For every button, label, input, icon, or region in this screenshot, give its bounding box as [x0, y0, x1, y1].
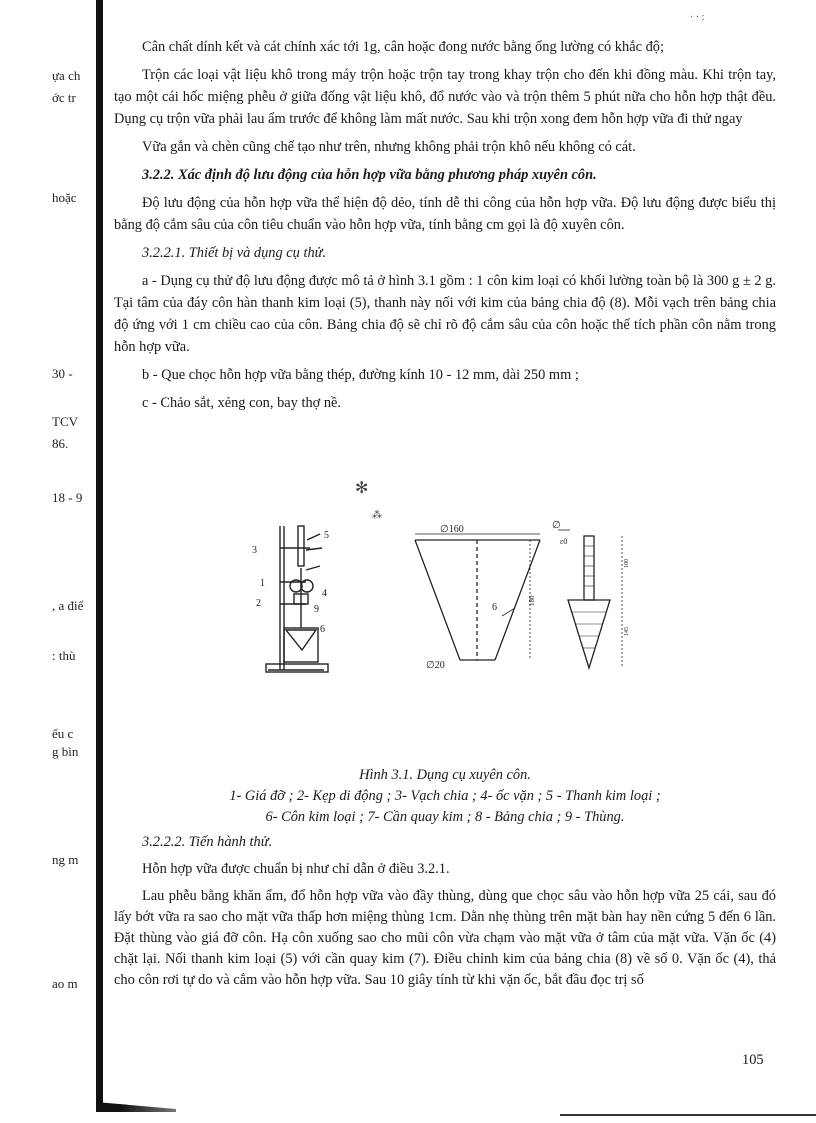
facing-page-fragment: 18 - 9	[52, 490, 83, 505]
facing-page-fragment: ếu c	[52, 726, 74, 741]
scan-speck: · · :	[690, 12, 705, 23]
scaled-cone-drawing	[558, 530, 622, 668]
bottom-rule	[560, 1114, 816, 1116]
figure-label: 4	[322, 588, 327, 599]
figure-caption	[114, 765, 776, 828]
dimension-height: 180	[528, 595, 536, 606]
figure-label: 2	[256, 598, 261, 609]
right-dimension-b: 145	[624, 627, 630, 636]
facing-page-fragment: 86.	[52, 436, 69, 451]
main-text-lower	[114, 832, 776, 997]
paragraph: Hỗn hợp vữa được chuẩn bị như chỉ dẫn ở điều 3.2.1.	[142, 861, 450, 877]
facing-page-fragment: hoặc	[52, 190, 77, 205]
facing-page-fragment: g bìn	[52, 744, 79, 759]
cone-drawing	[415, 534, 540, 660]
paragraph: Trộn các loại vật liệu khô trong máy trộn hoặc trộn tay trong khay trộn cho đến khi đồng màu. Khi trộn tay, tạo một cái hốc miệng phễu ở giữa đống vật liệu khô, đổ nước vào và trộn thêm 5 phút nữa cho hỗn hợp thật đều. Dụng cụ trộn vữa phải lau ẩm trước để không làm mất nước. Sau khi trộn xong đem hỗn hợp vữa đi thử ngay	[114, 67, 776, 127]
right-dimension-a: 100	[624, 559, 630, 568]
paragraph: Vữa gắn và chèn cũng chế tạo như trên, nhưng không phải trộn khô nếu không có cát.	[142, 139, 636, 155]
right-dimension-top: ∅	[552, 520, 561, 531]
caption-line: 1- Giá đỡ ; 2- Kẹp di động ; 3- Vạch chia ; 4- ốc vặn ; 5 - Thanh kim loại ;	[229, 788, 661, 804]
section-heading: 3.2.2. Xác định độ lưu động của hỗn hợp vữa bằng phương pháp xuyên côn.	[142, 167, 597, 183]
apparatus-drawing	[266, 526, 328, 672]
spine-foot	[96, 1102, 176, 1112]
paragraph: b - Que chọc hỗn hợp vữa bằng thép, đường kính 10 - 12 mm, dài 250 mm ;	[142, 367, 579, 383]
paragraph: Lau phễu bằng khăn ẩm, đổ hỗn hợp vữa vào đầy thùng, dùng que chọc sâu vào hỗn hợp vữa 25 cái, sau đó lấy bớt vữa ra sao cho mặt vữa thấp hơn miệng thùng 1cm. Dằn nhẹ thùng trên mặt bàn hay nền cứng 5 đến 6 lần. Đặt thùng vào giá đỡ côn. Hạ côn xuống sao cho mũi côn vừa chạm vào mặt vữa ở tâm của mặt vữa. Vặn ốc (4) chặt lại. Nối thanh kim loại (5) với cần quay kim (7). Điều chỉnh kim của bảng chia (8) về số 0. Vặn ốc (4), thả cho côn rơi tự do và cắm vào hỗn hợp vữa. Sau 10 giây tính từ khi vặn ốc, bắt đầu đọc trị số	[114, 888, 776, 988]
dimension-bottom: ∅20	[426, 660, 445, 671]
facing-page-fragment: ựa ch	[52, 68, 81, 83]
facing-page-fragment: 30 -	[52, 366, 73, 381]
figure-label: 6	[320, 624, 325, 635]
main-text	[114, 36, 776, 420]
figure-label: 1	[260, 578, 265, 589]
paragraph: c - Chảo sắt, xẻng con, bay thợ nề.	[142, 395, 342, 411]
facing-page-fragment: ớc tr	[52, 90, 76, 105]
paragraph: Độ lưu động của hỗn hợp vữa thể hiện độ dẻo, tính dễ thi công của hỗn hợp vữa. Độ lưu động được biểu thị bằng độ cắm sâu của côn tiêu chuẩn vào hỗn hợp vữa, tính bằng cm gọi là độ xuyên côn.	[114, 195, 776, 233]
dimension-top: ∅160	[440, 524, 464, 535]
page-number: 105	[742, 1052, 764, 1068]
figure-label: 9	[314, 604, 319, 615]
facing-page-fragment: ao m	[52, 976, 78, 991]
facing-page-fragment: : thù	[52, 648, 76, 663]
subsection-heading: 3.2.2.1. Thiết bị và dụng cụ thử.	[142, 245, 327, 261]
subsection-heading: 3.2.2.2. Tiến hành thử.	[142, 834, 273, 850]
book-spine	[96, 0, 103, 1110]
cone-apparatus-figure	[240, 478, 660, 718]
figure-label: 6	[492, 602, 497, 613]
caption-line: 6- Côn kim loại ; 7- Cần quay kim ; 8 - Bảng chia ; 9 - Thùng.	[265, 809, 625, 825]
paragraph: Cân chất dính kết và cát chính xác tới 1g, cân hoặc đong nước bằng ống lường có khắc độ;	[142, 39, 664, 55]
facing-page-fragment: TCV	[52, 414, 78, 429]
scan-speck: ⁂	[372, 510, 382, 521]
scan-speck: ✻	[355, 480, 369, 497]
right-dimension-small: ε0	[560, 537, 568, 546]
figure-label: 5	[324, 530, 329, 541]
paragraph: a - Dụng cụ thử độ lưu động được mô tả ở hình 3.1 gồm : 1 côn kim loại có khối lường toàn bộ là 300 g ± 2 g. Tại tâm của đáy côn hàn thanh kim loại (5), thanh này nối với kim của bảng chia độ (8). Mỗi vạch trên bảng chia độ ứng với 1 cm chiều cao của côn. Bảng chia độ sẽ chỉ rõ độ cắm sâu của côn hoặc thể tích phần côn nằm trong hỗn hợp vữa.	[114, 273, 776, 355]
facing-page-fragment: ng m	[52, 852, 79, 867]
caption-title: Hình 3.1. Dụng cụ xuyên côn.	[359, 767, 531, 783]
facing-page-fragment: , a điể	[52, 598, 84, 613]
figure-label: 3	[252, 545, 257, 556]
